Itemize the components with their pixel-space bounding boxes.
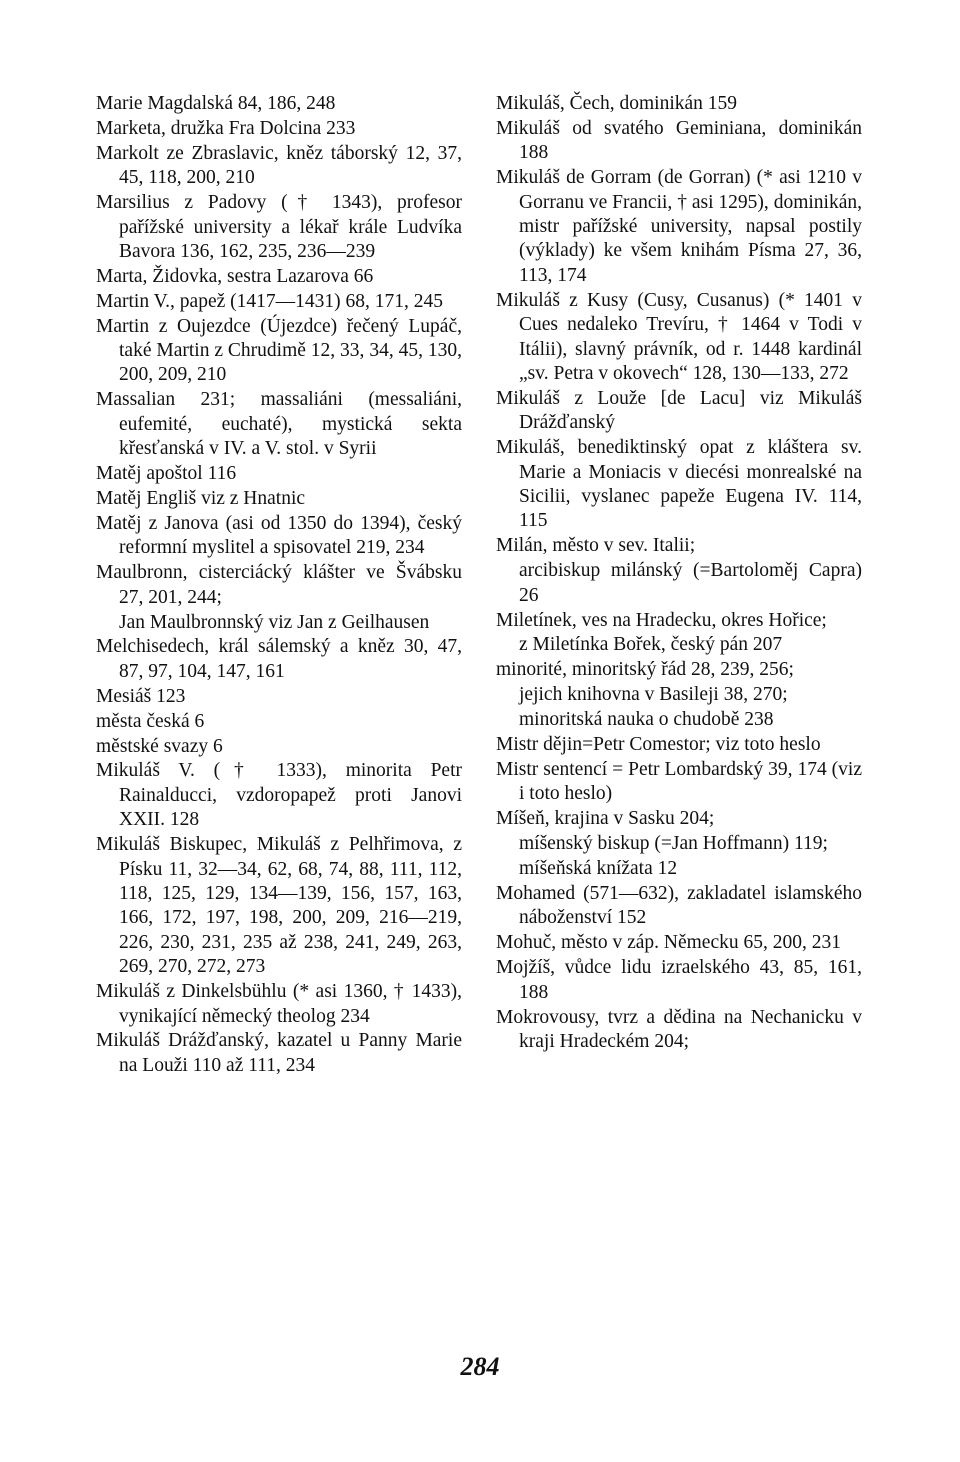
index-entry: Massalian 231; massaliáni (messaliáni, eufemité, euchaté), mystická sekta křesťanská v IV. a V. stol. v Syrii bbox=[96, 389, 462, 460]
index-entry: Mistr dějin=Petr Comestor; viz toto heslo bbox=[496, 734, 821, 756]
index-entry: Mikuláš, Čech, dominikán 159 bbox=[496, 93, 738, 114]
index-entry: Marketa, družka Fra Dolcina 233 bbox=[96, 117, 356, 139]
index-entry: města česká 6 bbox=[96, 710, 205, 732]
index-entry: Mohuč, město v záp. Německu 65, 200, 231 bbox=[496, 932, 841, 954]
index-entry: Mokrovousy, tvrz a dědina na Nechanicku v kraji Hradeckém 204; bbox=[496, 1006, 862, 1052]
index-entry: míšenský biskup (=Jan Hoffmann) 119; bbox=[519, 833, 828, 855]
index-entry: Matěj Engliš viz z Hnatnic bbox=[96, 488, 306, 509]
index-entry: míšeňská knížata 12 bbox=[519, 858, 678, 880]
index-entry: Mikuláš Biskupec, Mikuláš z Pelhřimova, z Písku 11, 32—34, 62, 68, 74, 88, 111, 112, 118, 125, 129, 134—139, 156, 157, 163, 166, 172, 197, 198, 200, 209, 216—219, 226, 230, 231, 235 až 238, 241, 249, 263, 269, 270, 272, 273 bbox=[96, 834, 462, 978]
page-number: 284 bbox=[460, 1352, 500, 1381]
index-entry: Marie Magdalská 84, 186, 248 bbox=[96, 93, 336, 114]
index-entry: Jan Maulbronnský viz Jan z Geilhausen bbox=[119, 611, 430, 633]
left-column bbox=[96, 92, 462, 1079]
index-entry: Mikuláš z Louže [de Lacu] viz Mikuláš Drážďanský bbox=[496, 387, 862, 434]
index-entry: Mikuláš V. († 1333), minorita Petr Rainalducci, vzdoropapež proti Janovi XXII. 128 bbox=[96, 760, 462, 831]
index-entry: Mikuláš z Dinkelsbühlu (* asi 1360, † 1433), vynikající německý theolog 234 bbox=[96, 981, 462, 1027]
index-entry: Matěj z Janova (asi od 1350 do 1394), český reformní myslitel a spisovatel 219, 234 bbox=[96, 512, 462, 559]
index-entry: Mohamed (571—632), zakladatel islamského náboženství 152 bbox=[496, 883, 862, 929]
index-entry: Melchisedech, král sálemský a kněz 30, 47, 87, 97, 104, 147, 161 bbox=[96, 636, 462, 682]
index-entry: Mesiáš 123 bbox=[96, 685, 186, 707]
index-entry: městské svazy 6 bbox=[96, 735, 223, 757]
index-entry: Milán, město v sev. Italii; bbox=[496, 535, 696, 557]
index-entry: Mikuláš Drážďanský, kazatel u Panny Marie na Louži 110 až 111, 234 bbox=[96, 1030, 462, 1076]
index-entry: Mikuláš od svatého Geminiana, dominikán 188 bbox=[496, 117, 862, 164]
index-entry: Miletínek, ves na Hradecku, okres Hořice; bbox=[496, 609, 827, 631]
index-entry: Matěj apoštol 116 bbox=[96, 463, 237, 485]
index-entry: Mikuláš de Gorram (de Gorran) (* asi 1210 v Gorranu ve Francii, † asi 1295), dominikán, mistr pařížské university, napsal postily (výklady) ke všem knihám Písma 27, 36, 113, 174 bbox=[496, 167, 862, 286]
index-entry: arcibiskup milánský (=Bartoloměj Capra) 26 bbox=[519, 560, 862, 606]
index-entry: Mikuláš, benediktinský opat z kláštera sv. Marie a Moniacis v diecési monrealské na Sicilii, vyslanec papeže Eugena IV. 114, 115 bbox=[496, 437, 862, 532]
index-entry: Marta, Židovka, sestra Lazarova 66 bbox=[96, 265, 374, 287]
index-entry: Markolt ze Zbraslavic, kněz táborský 12, 37, 45, 118, 200, 210 bbox=[96, 142, 462, 189]
right-column bbox=[496, 92, 862, 1055]
index-entry: Martin z Oujezdce (Újezdce) řečený Lupáč, také Martin z Chrudimě 12, 33, 34, 45, 130, 200, 209, 210 bbox=[96, 315, 462, 386]
index-entry: minoritská nauka o chudobě 238 bbox=[519, 709, 774, 731]
index-entry: Mojžíš, vůdce lidu izraelského 43, 85, 161, 188 bbox=[496, 957, 862, 1003]
index-entry: z Miletínka Bořek, český pán 207 bbox=[519, 634, 783, 656]
index-entry: minorité, minoritský řád 28, 239, 256; bbox=[496, 659, 794, 681]
index-entry: Mikuláš z Kusy (Cusy, Cusanus) (* 1401 v Cues nedaleko Trevíru, † 1464 v Todi v Itálii), slavný právník, od r. 1448 kardinál „sv. Petra v okovech“ 128, 130—133, 272 bbox=[496, 289, 862, 384]
index-entry: Míšeň, krajina v Sasku 204; bbox=[496, 808, 715, 830]
index-entry: Martin V., papež (1417—1431) 68, 171, 245 bbox=[96, 290, 443, 312]
index-entry: Maulbronn, cisterciácký klášter ve Švábsku 27, 201, 244; bbox=[96, 562, 462, 608]
index-entry: Marsilius z Padovy († 1343), profesor pařížské university a lékař krále Ludvíka Bavora 136, 162, 235, 236—239 bbox=[96, 192, 462, 262]
index-entry: Mistr sentencí = Petr Lombardský 39, 174 (viz i toto heslo) bbox=[496, 758, 862, 805]
index-entry: jejich knihovna v Basileji 38, 270; bbox=[519, 684, 788, 706]
